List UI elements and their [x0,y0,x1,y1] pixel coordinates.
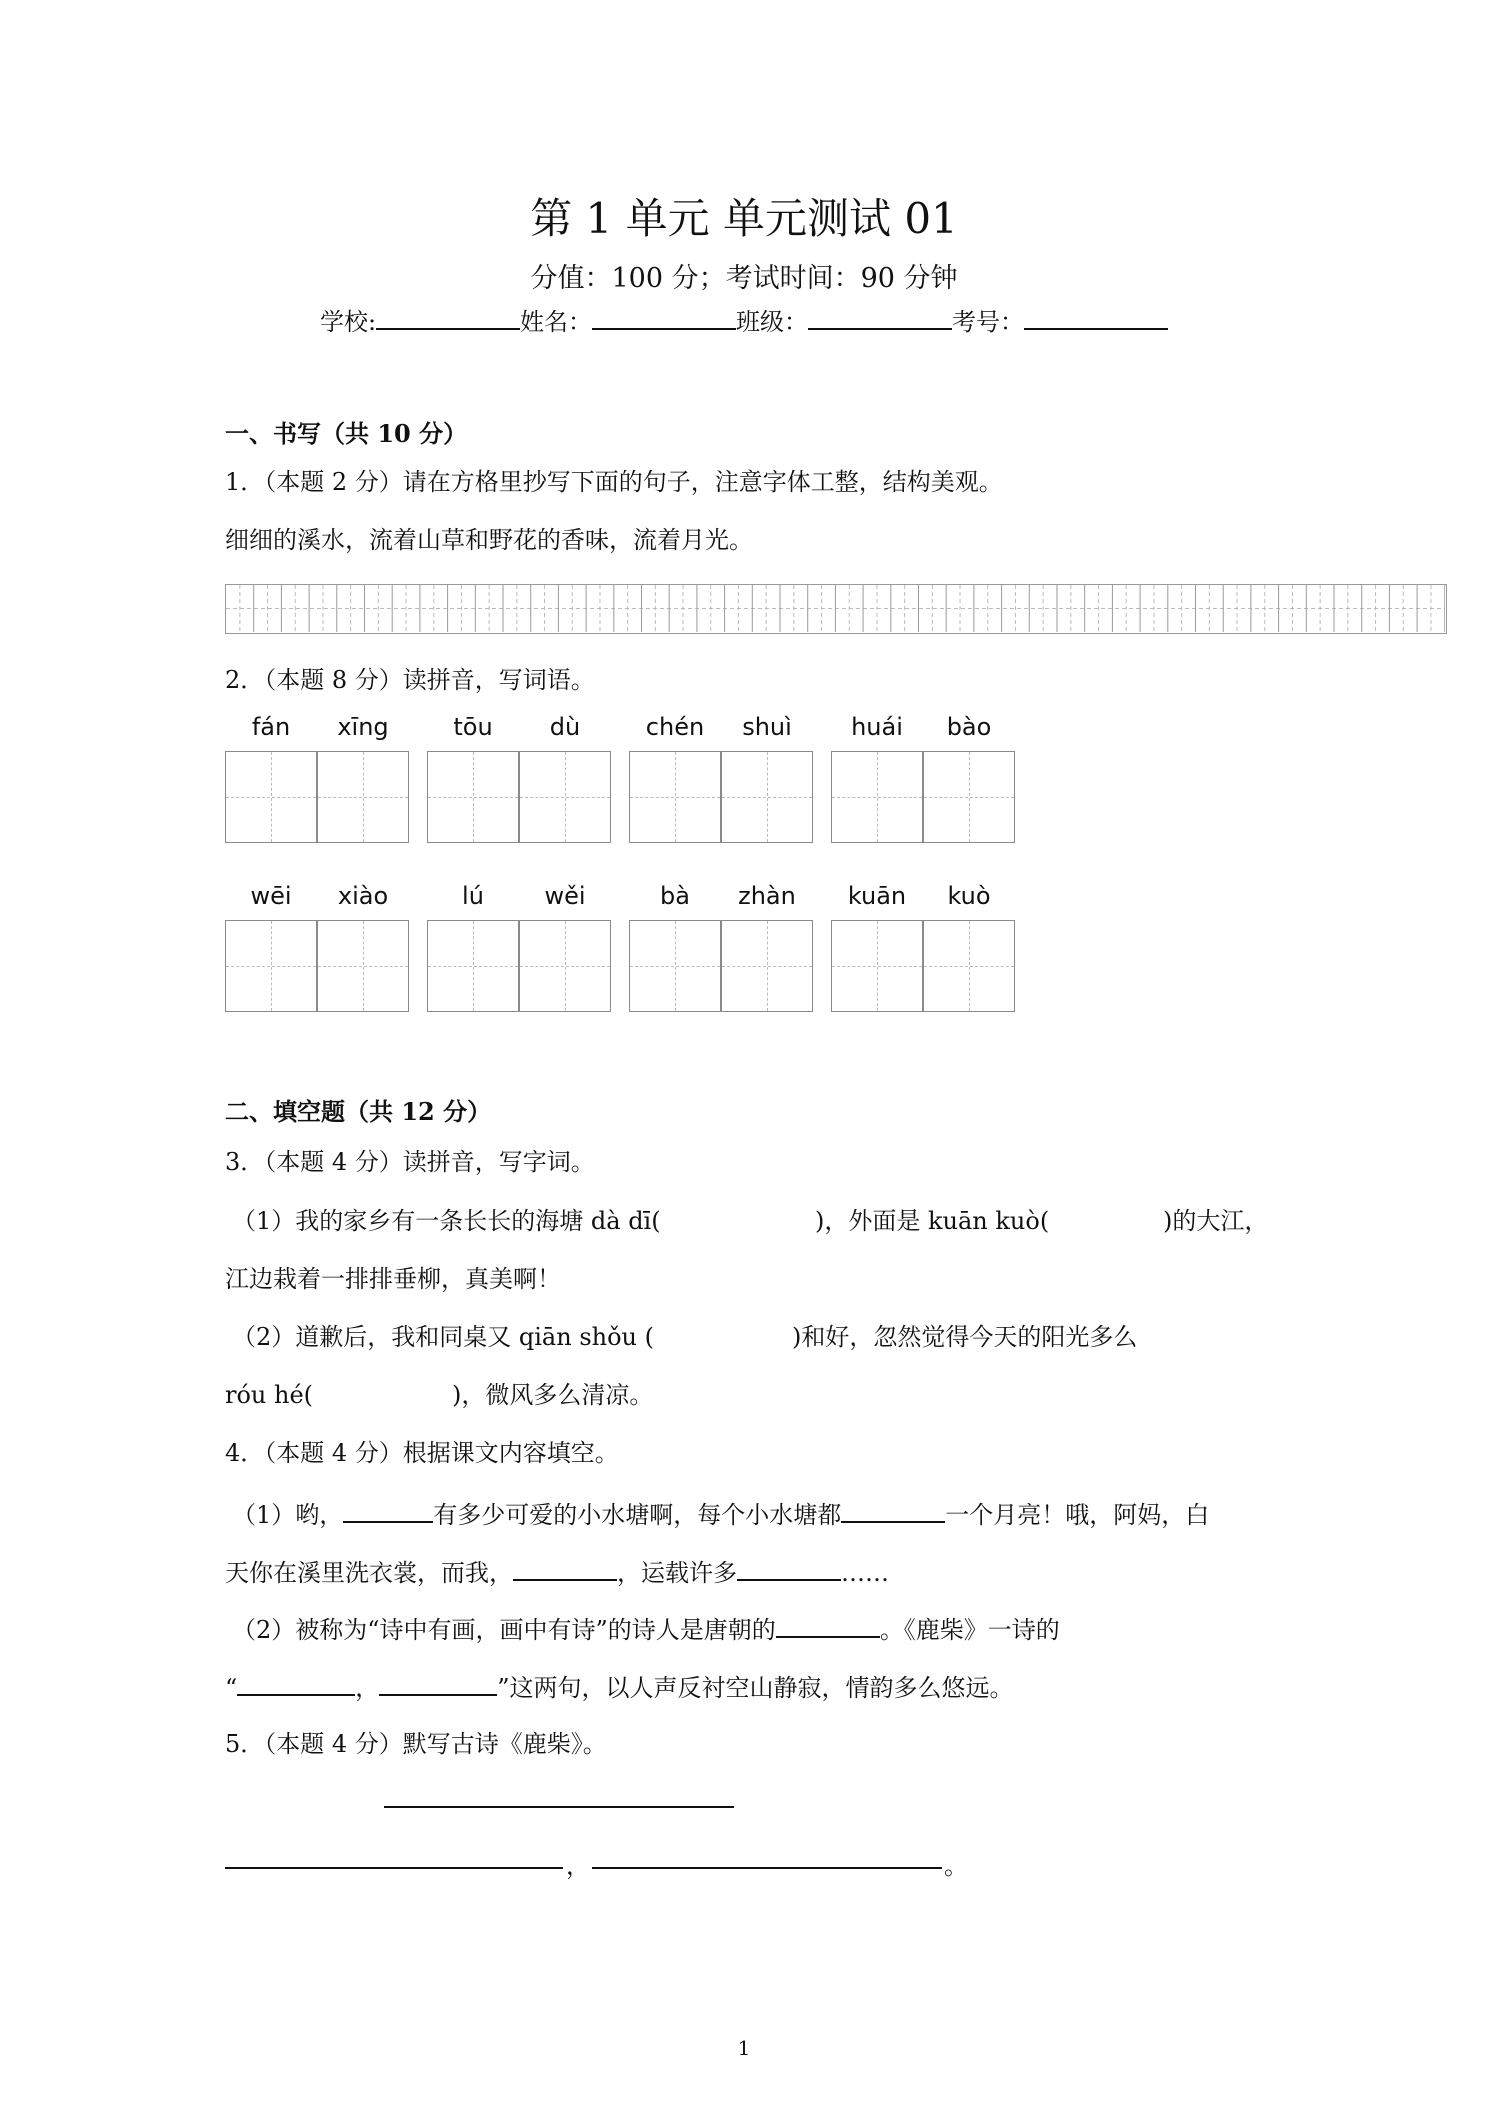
q4-line3 [232,1612,1060,1646]
answer-blank[interactable] [737,1555,841,1581]
writing-box[interactable] [721,751,813,843]
q1-sentence: 细细的溪水，流着山草和野花的香味，流着月光。 [225,526,753,554]
q4-line2-text: …… [841,1559,889,1587]
q3-line1-a: （1）我的家乡有一条长长的海塘 dà dī( [232,1207,661,1235]
writing-box[interactable] [427,751,519,843]
writing-box[interactable] [629,920,721,1012]
section1-heading: 一、书写（共 10 分） [225,419,468,448]
answer-blank[interactable] [343,1497,433,1523]
name-label: 姓名： [520,308,593,336]
pinyin-label: chén [645,713,705,741]
writing-box[interactable] [629,751,721,843]
class-label: 班级： [736,308,809,336]
q4-line1 [232,1497,1209,1531]
id-label: 考号： [952,308,1025,336]
section2-heading: 二、填空题（共 12 分） [225,1097,492,1126]
writing-box[interactable] [317,920,409,1012]
pinyin-label: kuò [947,882,991,910]
pinyin-label: wěi [544,882,586,910]
poem-comma: ， [566,1852,590,1880]
q4-line2 [225,1555,889,1589]
answer-blank[interactable] [237,1670,355,1696]
q5-prompt: 5．（本题 4 分）默写古诗《鹿柴》。 [225,1730,607,1758]
q4-line4 [225,1670,1014,1704]
writing-box[interactable] [519,920,611,1012]
q3-line3-a: （2）道歉后，我和同桌又 qiān shǒu ( [232,1323,655,1351]
pinyin-label: dù [549,713,581,741]
id-field[interactable] [1024,304,1168,330]
answer-blank[interactable] [776,1612,880,1638]
pinyin-label: huái [851,713,903,741]
q4-line3-text: （2）被称为“诗中有画，画中有诗”的诗人是唐朝的 [232,1616,776,1644]
page-subtitle: 分值：100 分；考试时间：90 分钟 [530,263,958,294]
poem-title-line[interactable] [384,1806,734,1808]
q4-line1-text: （1）哟， [232,1501,344,1529]
q4-line2-text: ，运载许多 [617,1559,737,1587]
q4-line2-text: 天你在溪里洗衣裳，而我， [225,1559,513,1587]
writing-box[interactable] [225,751,317,843]
pinyin-label: shuì [742,713,792,741]
writing-box[interactable] [923,751,1015,843]
copy-writing-grid[interactable] [225,584,1447,634]
q3-prompt: 3．（本题 4 分）读拼音，写字词。 [225,1148,595,1176]
writing-box[interactable] [317,751,409,843]
pinyin-label: xīng [337,713,389,741]
answer-blank[interactable] [379,1670,497,1696]
page-number: 1 [737,2036,751,2060]
school-field[interactable] [376,304,520,330]
name-field[interactable] [592,304,736,330]
answer-blank[interactable] [841,1497,945,1523]
q3-line4-a: róu hé( [225,1381,314,1409]
q2-prompt: 2．（本题 8 分）读拼音，写词语。 [225,666,595,694]
poem-line-1[interactable] [225,1867,563,1869]
q3-line1-c: )的大江， [1163,1207,1269,1235]
q1-prompt: 1．（本题 2 分）请在方格里抄写下面的句子，注意字体工整，结构美观。 [225,468,1003,496]
pinyin-label: bà [660,882,690,910]
class-field[interactable] [808,304,952,330]
q4-line4-text: ， [355,1674,380,1702]
poem-line-2[interactable] [592,1867,942,1869]
student-info-line [0,304,1488,338]
writing-box[interactable] [225,920,317,1012]
pinyin-label: lú [462,882,484,910]
q3-line1-b: )，外面是 kuān kuò( [815,1207,1050,1235]
q3-line2: 江边栽着一排排垂柳，真美啊！ [225,1265,561,1293]
pinyin-label: tōu [453,713,493,741]
answer-blank[interactable] [513,1555,617,1581]
pinyin-label: xiào [337,882,389,910]
writing-box[interactable] [721,920,813,1012]
pinyin-label: zhàn [738,882,796,910]
page-title: 第 1 单元 单元测试 01 [530,194,958,243]
writing-box[interactable] [923,920,1015,1012]
poem-period: 。 [944,1852,968,1880]
q3-line3-b: )和好，忽然觉得今天的阳光多么 [792,1323,1138,1351]
q4-line3-text: 。《鹿柴》一诗的 [879,1616,1060,1644]
q4-line1-text: 一个月亮！哦，阿妈，白 [945,1501,1210,1529]
school-label: 学校: [319,308,377,336]
pinyin-label: kuān [847,882,907,910]
writing-box[interactable] [519,751,611,843]
pinyin-label: wēi [250,882,292,910]
writing-box[interactable] [427,920,519,1012]
writing-box[interactable] [831,920,923,1012]
q4-line4-text: ”这两句，以人声反衬空山静寂，情韵多么悠远。 [497,1674,1014,1702]
q4-prompt: 4．（本题 4 分）根据课文内容填空。 [225,1439,619,1467]
q4-line1-text: 有多少可爱的小水塘啊，每个小水塘都 [433,1501,842,1529]
pinyin-label: bào [946,713,992,741]
q3-line4-b: )，微风多么清凉。 [452,1381,654,1409]
writing-box[interactable] [831,751,923,843]
pinyin-label: fán [251,713,291,741]
q4-line4-text: “ [225,1674,238,1702]
